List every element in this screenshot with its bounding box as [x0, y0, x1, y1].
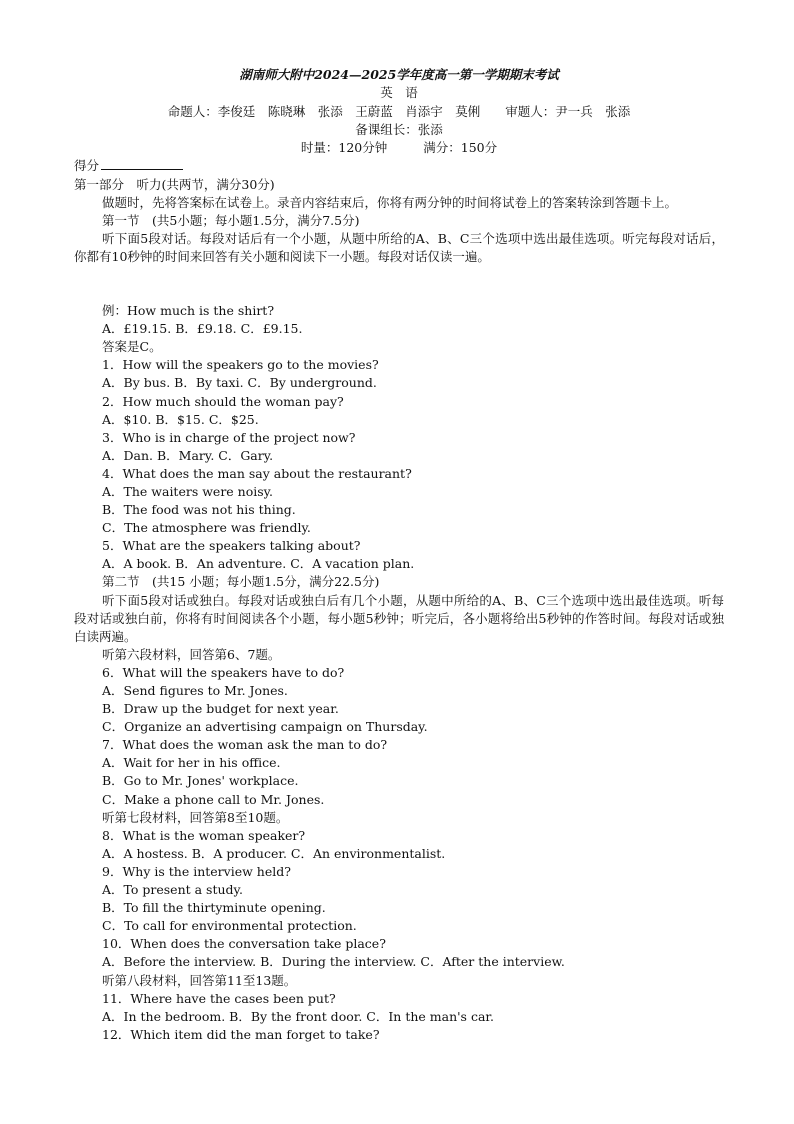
question-4-option-c: C．The atmosphere was friendly. — [102, 520, 311, 536]
section2-instruction: 听下面5段对话或独白。每段对话或独白后有几个小题，从题中所给的A、B、C三个选项中选出最佳选项。听每段对话或独白前，你将有时间阅读各个小题，每小题5秒钟；听完后，各小题将给出5秒钟的作答时间。每段对话或独白读两遍。 — [74, 592, 724, 644]
score-total-label: 满分：150分 — [423, 140, 498, 156]
question-4-option-b: B．The food was not his thing. — [102, 502, 296, 518]
question-7: 7．What does the woman ask the man to do? — [102, 737, 388, 753]
time-score-line — [74, 139, 724, 157]
question-4-option-a: A．The waiters were noisy. — [102, 483, 274, 499]
question-2: 2．How much should the woman pay? — [102, 393, 344, 409]
question-12: 12．Which item did the man forget to take? — [102, 1026, 380, 1042]
question-9-option-b: B．To fill the thirtyminute opening. — [102, 900, 326, 916]
question-10-options: A．Before the interview. B．During the interview. C．After the interview. — [102, 954, 565, 970]
question-5-options: A．A book. B．An adventure. C．A vacation plan. — [102, 556, 415, 572]
question-6-option-b: B．Draw up the budget for next year. — [102, 701, 339, 717]
question-10: 10．When does the conversation take place? — [102, 936, 386, 952]
question-1: 1．How will the speakers go to the movies? — [102, 357, 379, 373]
question-6-option-a: A．Send figures to Mr. Jones. — [102, 683, 288, 699]
question-7-option-c: C．Make a phone call to Mr. Jones. — [102, 791, 325, 807]
question-3: 3．Who is in charge of the project now? — [102, 429, 356, 445]
question-8-options: A．A hostess. B．A producer. C．An environmentalist. — [102, 845, 446, 861]
question-7-option-a: A．Wait for her in his office. — [102, 755, 281, 771]
authors-line: 命题人：李俊廷 陈晓琳 张添 王蔚蓝 肖添宇 莫俐 审题人：尹一兵 张添 — [167, 103, 631, 119]
question-11-options: A．In the bedroom. B．By the front door. C．In the man's car. — [102, 1008, 494, 1024]
section1-instruction: 听下面5段对话。每段对话后有一个小题，从题中所给的A、B、C三个选项中选出最佳选项。听完每段对话后，你都有10秒钟的时间来回答有关小题和阅读下一小题。每段对话仅读一遍。 — [74, 230, 724, 264]
question-3-options: A．Dan. B．Mary. C．Gary. — [102, 447, 274, 463]
question-9-option-c: C．To call for environmental protection. — [102, 918, 357, 934]
part1-instruction: 做题时，先将答案标在试卷上。录音内容结束后，你将有两分钟的时间将试卷上的答案转涂到答题卡上。 — [102, 194, 678, 210]
question-2-options: A．$10. B．$15. C．$25. — [102, 411, 259, 427]
question-6-option-c: C．Organize an advertising campaign on Thursday. — [102, 719, 428, 735]
question-9: 9．Why is the interview held? — [102, 863, 291, 879]
part1-heading: 第一部分 听力(共两节，满分30分) — [74, 176, 275, 192]
example-options: A．£19.15. B．£9.18. C．£9.15. — [102, 321, 303, 337]
exam-title: 湖南师大附中2024—2025学年度高一第一学期期末考试 — [239, 67, 559, 82]
exam-page — [74, 66, 724, 1044]
question-11: 11．Where have the cases been put? — [102, 990, 336, 1006]
question-7-option-b: B．Go to Mr. Jones' workplace. — [102, 773, 299, 789]
section1-heading: 第一节 (共5小题；每小题1.5分，满分7.5分) — [102, 212, 360, 228]
subject-title: 英 语 — [380, 85, 418, 101]
exam-body — [74, 157, 724, 1043]
question-8: 8．What is the woman speaker? — [102, 827, 306, 843]
leader-line: 备课组长：张添 — [355, 121, 443, 137]
time-label: 时量：120分钟 — [300, 140, 388, 156]
material-8-note: 听第八段材料，回答第11至13题。 — [102, 972, 297, 988]
material-7-note: 听第七段材料，回答第8至10题。 — [102, 809, 289, 825]
question-9-option-a: A．To present a study. — [102, 882, 243, 898]
question-4: 4．What does the man say about the restaurant? — [102, 465, 412, 481]
section2-heading: 第二节 (共15 小题；每小题1.5分，满分22.5分) — [102, 574, 380, 590]
score-field: 得分 — [74, 157, 724, 175]
question-1-options: A．By bus. B．By taxi. C．By underground. — [102, 375, 377, 391]
question-6: 6．What will the speakers have to do? — [102, 664, 345, 680]
example-answer: 答案是C。 — [102, 339, 162, 355]
score-blank[interactable] — [101, 157, 183, 170]
question-5: 5．What are the speakers talking about? — [102, 538, 361, 554]
example-question: 例：How much is the shirt? — [102, 303, 275, 319]
material-6-note: 听第六段材料，回答第6、7题。 — [102, 646, 281, 662]
